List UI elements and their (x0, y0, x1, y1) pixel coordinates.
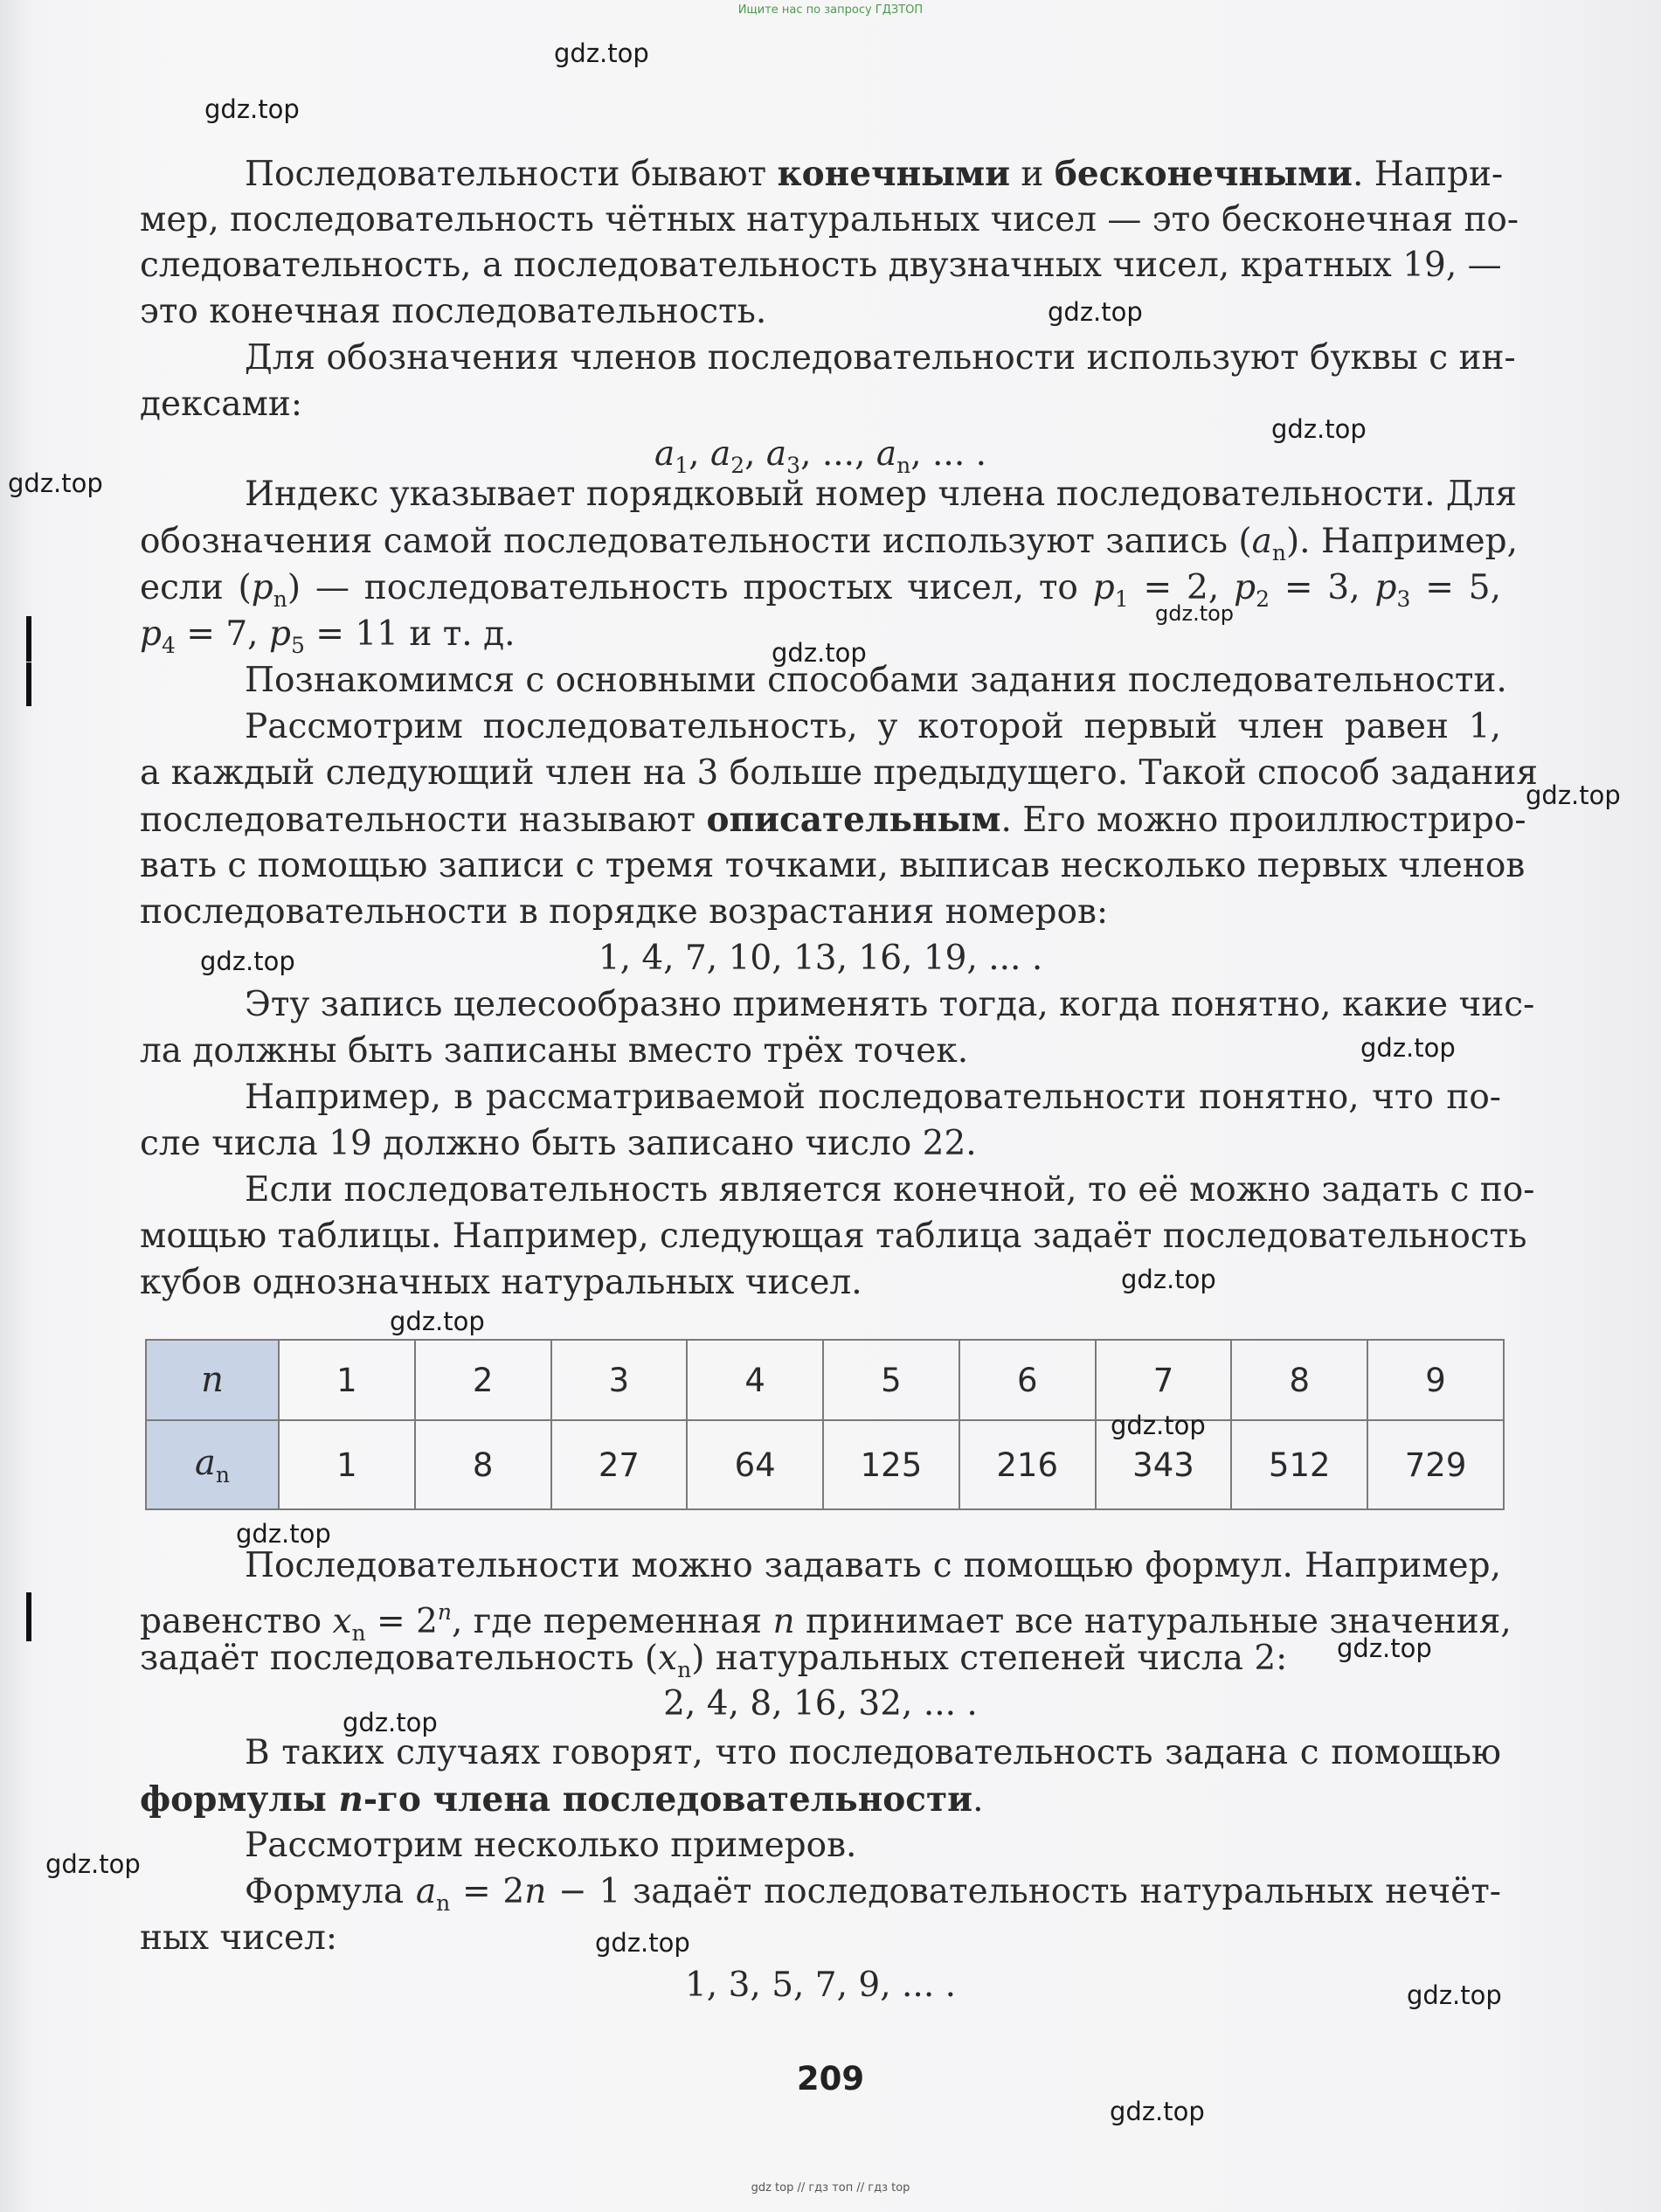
text-line: кубов однозначных натуральных чисел. (140, 1263, 862, 1302)
watermark: gdz.top (390, 1307, 485, 1336)
text-line: сле числа 19 должно быть записано число 22. (140, 1124, 977, 1163)
text-line: мер, последовательность чётных натуральных чисел — это бесконечная по- (140, 200, 1519, 239)
table-cell: 125 (823, 1420, 959, 1509)
text-line: Если последовательность является конечной, то её можно задать с по- (245, 1170, 1535, 1210)
text-line: это конечная последовательность. (140, 292, 767, 331)
watermark: gdz.top (1407, 1980, 1502, 2010)
text-line: формулы n-го члена последовательности. (140, 1779, 984, 1820)
watermark: gdz.top (236, 1519, 331, 1549)
text-line: мощью таблицы. Например, следующая таблица задаёт последовательность (140, 1217, 1527, 1256)
text-line: последовательности называют описательным. Его можно проиллюстриро- (140, 800, 1526, 840)
watermark: gdz.top (1271, 414, 1367, 444)
table-cell: 1 (279, 1340, 415, 1420)
text-line: Для обозначения членов последовательности используют буквы с ин- (245, 338, 1516, 378)
text-line: Формула $a_n = 2n - 1$ задаёт последовательность натуральных нечёт- (245, 1872, 1501, 1916)
watermark: gdz.top (1337, 1633, 1432, 1663)
text-line: Последовательности бывают конечными и бесконечными. Напри- (245, 154, 1504, 194)
text-line: если $(p_n)$ — последовательность простых чисел, то $p_1 = 2$, $p_2 = 3$, $p_3 = 5$, (140, 568, 1501, 612)
formula-sequence-terms: $a_1$, $a_2$, $a_3$, ..., $a_n$, ... . (654, 434, 987, 478)
table-cell: 9 (1367, 1340, 1504, 1420)
cubes-table (145, 1339, 1505, 1510)
text-line: вать с помощью записи с тремя точками, выписав несколько первых членов (140, 846, 1526, 885)
table-cell: 8 (415, 1420, 551, 1509)
formula-sequence-example: 1, 4, 7, 10, 13, 16, 19, ... . (598, 939, 1043, 978)
text-line: Например, в рассматриваемой последовательности понятно, что по- (245, 1078, 1501, 1117)
text-line: обозначения самой последовательности используют запись $(a_n)$. Например, (140, 522, 1518, 565)
formula-powers-of-two: 2, 4, 8, 16, 32, ... . (663, 1684, 978, 1723)
table-cell: 8 (1231, 1340, 1367, 1420)
text-line: равенство $x_n = 2^n$, где переменная n принимает все натуральные значения, (140, 1599, 1512, 1646)
text-line: ла должны быть записаны вместо трёх точек. (140, 1031, 969, 1071)
watermark: gdz.top (1360, 1033, 1456, 1063)
text-line: а каждый следующий член на 3 больше предыдущего. Такой способ задания (140, 753, 1538, 793)
table-cell: 4 (687, 1340, 823, 1420)
watermark: gdz.top (1048, 297, 1143, 327)
watermark: gdz.top (200, 947, 295, 976)
text-line: ных чисел: (140, 1918, 338, 1958)
formula-odd-numbers: 1, 3, 5, 7, 9, ... . (684, 1966, 957, 2005)
watermark: gdz.top (1526, 780, 1621, 810)
table-header-an: $a_n$ (146, 1420, 279, 1509)
table-cell: 512 (1231, 1420, 1367, 1509)
table-cell: 5 (823, 1340, 959, 1420)
margin-mark (26, 662, 31, 706)
text-line: Эту запись целесообразно применять тогда, когда понятно, какие чис- (245, 985, 1535, 1024)
bottom-banner: gdz top // гдз топ // гдз top (751, 2181, 910, 2195)
text-line: В таких случаях говорят, что последовательность задана с помощью (245, 1733, 1501, 1772)
table-cell: 7 (1096, 1340, 1232, 1420)
text-line: дексами: (140, 385, 303, 424)
text-line: Рассмотрим несколько примеров. (245, 1826, 857, 1865)
margin-mark (26, 616, 31, 662)
table-cell: 343 (1096, 1420, 1232, 1509)
watermark: gdz.top (1155, 601, 1235, 626)
watermark: gdz.top (343, 1708, 438, 1737)
watermark: gdz.top (8, 468, 103, 498)
text-line: последовательности в порядке возрастания номеров: (140, 892, 1109, 932)
text-line: задаёт последовательность $(x_n)$ натуральных степеней числа 2: (140, 1639, 1288, 1682)
table-header-n: n (146, 1340, 279, 1420)
table-cell: 1 (279, 1420, 415, 1509)
watermark: gdz.top (772, 638, 867, 668)
text-line: Индекс указывает порядковый номер члена последовательности. Для (245, 475, 1517, 514)
table-cell: 216 (959, 1420, 1096, 1509)
text-line: Познакомимся с основными способами задания последовательности. (245, 661, 1507, 700)
table-row (146, 1420, 1504, 1509)
watermark: gdz.top (554, 38, 649, 68)
margin-mark (26, 1592, 31, 1641)
watermark: gdz.top (1111, 1411, 1206, 1440)
text-line: Последовательности можно задавать с помощью формул. Например, (245, 1546, 1501, 1585)
table-cell: 3 (551, 1340, 688, 1420)
table-cell: 64 (687, 1420, 823, 1509)
watermark: gdz.top (1110, 2097, 1205, 2126)
text-line: следовательность, а последовательность двузначных чисел, кратных 19, — (140, 246, 1502, 285)
table-cell: 6 (959, 1340, 1096, 1420)
table-row (146, 1340, 1504, 1420)
watermark: gdz.top (45, 1849, 141, 1879)
table-cell: 2 (415, 1340, 551, 1420)
top-banner: Ищите нас по запросу ГДЗТОП (737, 3, 924, 17)
table-cell: 729 (1367, 1420, 1504, 1509)
table-cell: 27 (551, 1420, 688, 1509)
page-number: 209 (796, 2060, 865, 2098)
watermark: gdz.top (204, 94, 300, 124)
watermark: gdz.top (1121, 1265, 1216, 1294)
text-line: $p_4 = 7$, $p_5 = 11$ и т. д. (140, 614, 516, 658)
text-line: Рассмотрим последовательность, у которой первый член равен 1, (245, 707, 1501, 746)
watermark: gdz.top (595, 1928, 690, 1958)
